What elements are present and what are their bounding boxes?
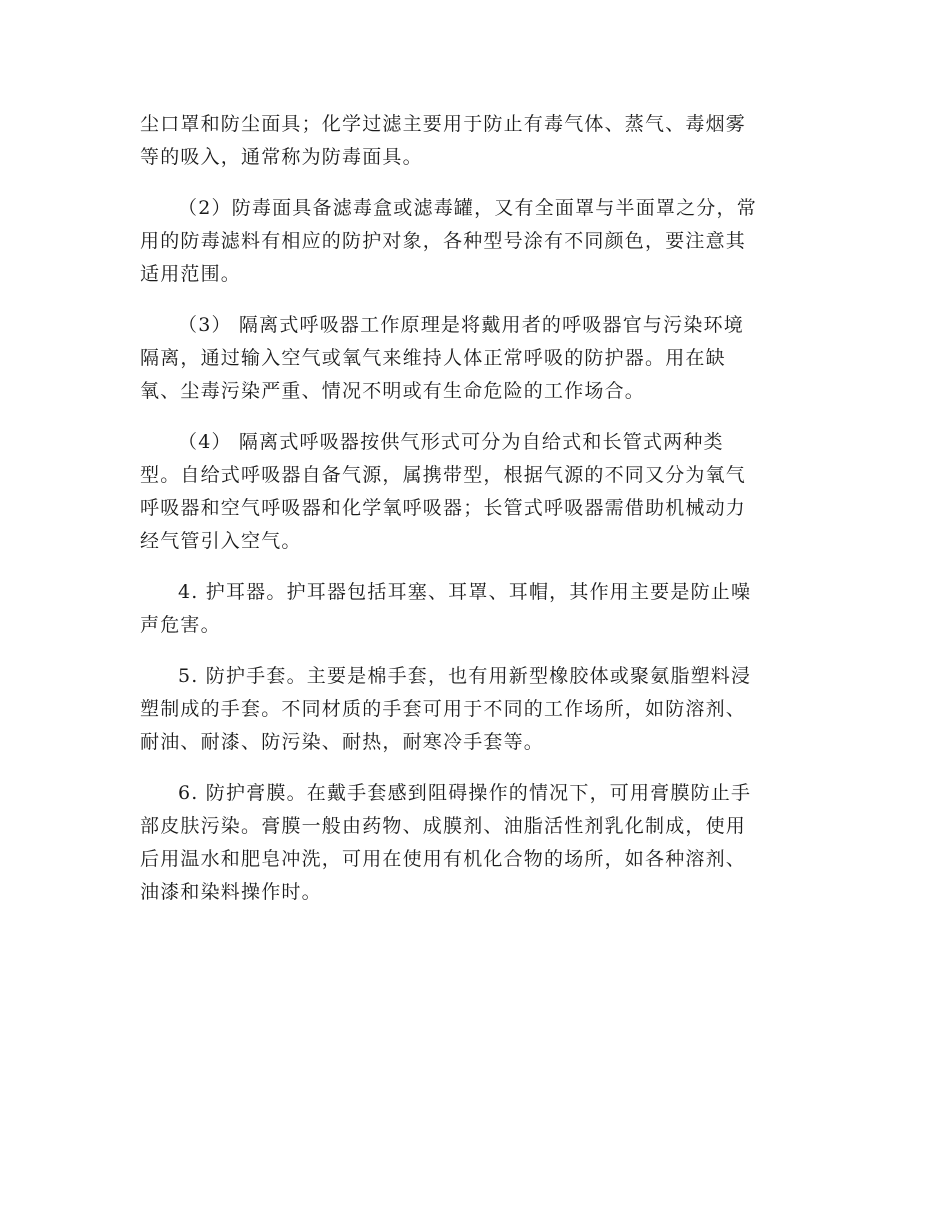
paragraph-line: 适用范围。	[140, 263, 242, 285]
paragraph-line: 5. 防护手套。主要是棉手套，也有用新型橡胶体或聚氨脂塑料浸	[178, 665, 752, 687]
paragraph-line: 6. 防护膏膜。在戴手套感到阻碍操作的情况下，可用膏膜防止手	[178, 782, 752, 804]
paragraph-line: （4） 隔离式呼吸器按供气形式可分为自给式和长管式两种类	[178, 431, 724, 453]
paragraph-line: 部皮肤污染。膏膜一般由药物、成膜剂、油脂活性剂乳化制成，使用	[140, 815, 747, 837]
paragraph-section-6-barrier-cream	[140, 777, 805, 909]
paragraph-line: （3） 隔离式呼吸器工作原理是将戴用者的呼吸器官与污染环境	[178, 314, 744, 336]
paragraph-line: 4. 护耳器。护耳器包括耳塞、耳罩、耳帽，其作用主要是防止噪	[178, 581, 752, 603]
paragraph-line: 氧、尘毒污染严重、情况不明或有生命危险的工作场合。	[140, 380, 646, 402]
paragraph-line: 声危害。	[140, 614, 221, 636]
paragraph-line: 等的吸入，通常称为防毒面具。	[140, 146, 423, 168]
paragraph-line: （2）防毒面具备滤毒盒或滤毒罐，又有全面罩与半面罩之分，常	[178, 197, 757, 219]
paragraph-line: 油漆和染料操作时。	[140, 881, 322, 903]
paragraph-line: 隔离，通过输入空气或氧气来维持人体正常呼吸的防护器。用在缺	[140, 347, 726, 369]
paragraph-line: 呼吸器和空气呼吸器和化学氧呼吸器；长管式呼吸器需借助机械动力	[140, 497, 747, 519]
document-body	[140, 108, 805, 909]
paragraph-line: 尘口罩和防尘面具；化学过滤主要用于防止有毒气体、蒸气、毒烟雾	[140, 113, 747, 135]
paragraph-line: 耐油、耐漆、防污染、耐热，耐寒冷手套等。	[140, 731, 545, 753]
paragraph-section-5-gloves	[140, 660, 805, 759]
paragraph-line: 经气管引入空气。	[140, 530, 302, 552]
paragraph-item-2-gas-mask	[140, 192, 805, 291]
paragraph-line: 型。自给式呼吸器自备气源，属携带型，根据气源的不同又分为氧气	[140, 464, 747, 486]
paragraph-item-3-isolation-respirator	[140, 309, 805, 408]
paragraph-line: 塑制成的手套。不同材质的手套可用于不同的工作场所，如防溶剂、	[140, 698, 747, 720]
paragraph-mask-filters	[140, 108, 805, 174]
paragraph-section-4-ear-protection	[140, 576, 805, 642]
paragraph-line: 后用温水和肥皂冲洗，可用在使用有机化合物的场所，如各种溶剂、	[140, 848, 747, 870]
paragraph-line: 用的防毒滤料有相应的防护对象，各种型号涂有不同颜色，要注意其	[140, 230, 747, 252]
paragraph-item-4-respirator-types	[140, 426, 805, 558]
